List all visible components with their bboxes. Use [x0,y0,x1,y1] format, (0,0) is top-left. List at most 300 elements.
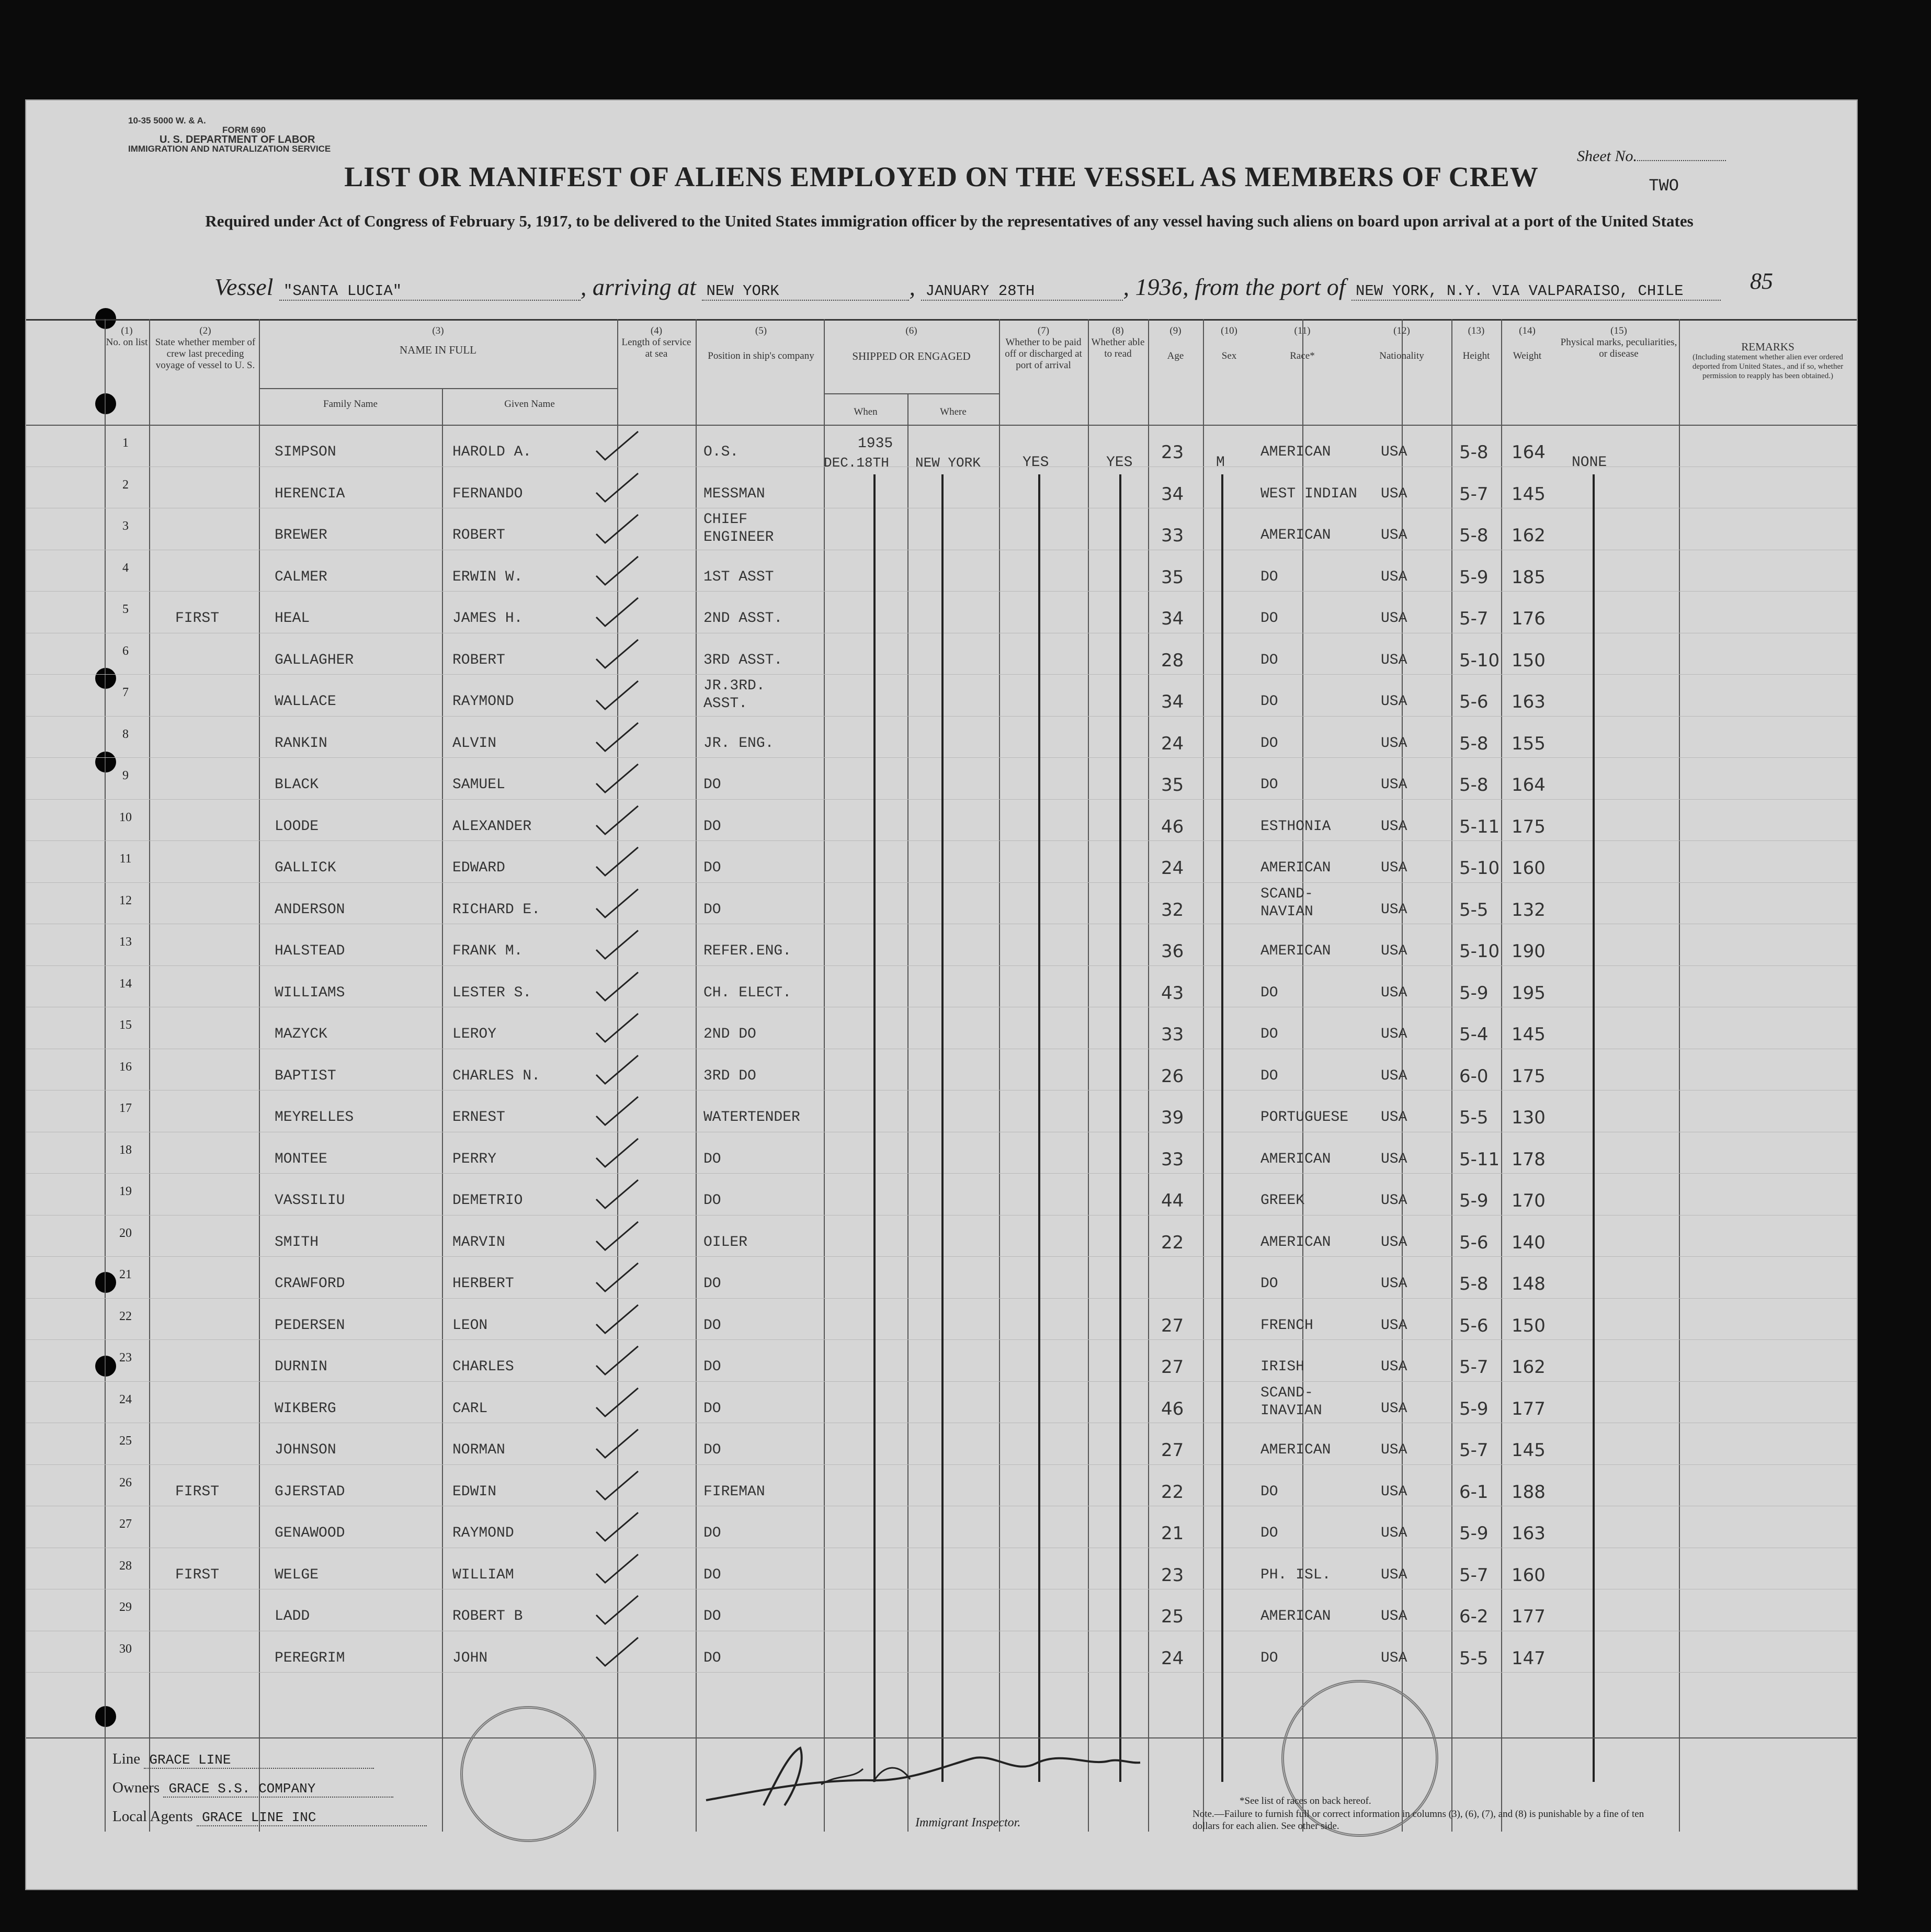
row-number: 12 [119,893,132,907]
col8-number: (8) [1112,325,1124,336]
penalty-note: Note.—Failure to furnish full or correct information in columns (3), (6), (7), and (8) is punishable by a fine of ten dollars for each alien. See other side. [1192,1809,1644,1832]
given-name-cell: CHARLES [452,1359,514,1375]
family-name-cell: VASSILIU [275,1192,345,1209]
weight-cell: 160 [1512,1564,1546,1586]
checkmark-icon [594,968,641,1005]
family-name-cell: RANKIN [275,735,327,752]
height-cell: 5-8 [1459,1274,1489,1294]
inspector-signature [701,1743,1145,1816]
col13-number: (13) [1468,325,1485,336]
checkmark-icon [594,1176,641,1212]
paid-off-value: YES [1023,454,1049,471]
nationality-cell: USA [1381,1192,1407,1209]
nationality-cell: USA [1381,1566,1407,1583]
given-name-cell: LEON [452,1317,488,1334]
nationality-cell: USA [1381,1151,1407,1167]
column-divider [442,388,443,1832]
checkmark-icon [594,1508,641,1545]
family-name-cell: SIMPSON [275,444,336,460]
age-cell: 27 [1161,1440,1184,1461]
weight-cell: 162 [1512,1357,1546,1378]
given-name-cell: ROBERT B [452,1608,523,1624]
row-number: 4 [122,561,129,575]
from-port: NEW YORK, N.Y. VIA VALPARAISO, CHILE [1351,282,1721,301]
column-divider [105,319,106,1832]
col6-label: SHIPPED OR ENGAGED [852,350,971,362]
age-cell: 25 [1161,1606,1184,1627]
from-label: , from the port of [1183,274,1346,300]
race-cell: ESTHONIA [1260,818,1331,835]
official-seal-stamp [460,1706,596,1842]
col11-header [1255,325,1349,362]
given-name-cell: CHARLES N. [452,1067,541,1084]
physical-marks-value: NONE [1572,454,1607,471]
family-name-cell: WELGE [275,1566,319,1583]
column-divider [1203,319,1204,1832]
weight-cell: 162 [1512,525,1546,546]
column-divider [999,319,1000,1832]
nationality-cell: USA [1381,1483,1407,1500]
race-cell: AMERICAN [1260,860,1331,876]
row-number: 18 [119,1143,132,1157]
race-cell: DO [1260,610,1278,627]
family-name-cell: HALSTEAD [275,943,345,959]
height-cell: 6-0 [1459,1065,1489,1087]
vessel-line: Vessel "SANTA LUCIA" , arriving at NEW YORK , JANUARY 28TH , 1936, from the port of NEW YORK, N.Y. VIA VALPARAISO, CHILE [214,273,1721,301]
position-cell: 3RD DO [703,1067,756,1084]
position-cell: DO [703,1400,721,1417]
row-number: 21 [119,1268,132,1281]
footer-rule [26,1737,1857,1738]
shipped-where: NEW YORK [915,455,981,471]
checkmark-icon [594,1301,641,1337]
row-number: 14 [119,976,132,991]
height-cell: 5-9 [1459,1523,1489,1544]
ditto-mark [1119,474,1121,1782]
row-number: 8 [122,727,129,741]
given-name-cell: NORMAN [452,1442,505,1458]
age-cell: 26 [1161,1065,1184,1087]
height-cell: 5-5 [1459,899,1489,920]
column-divider [1501,319,1502,1832]
col15-label: Physical marks, peculiarities, or disease [1560,337,1677,359]
previous-voyage-cell: FIRST [175,1566,220,1583]
age-cell: 33 [1161,525,1184,546]
row-number: 5 [122,603,129,616]
height-cell: 5-8 [1459,733,1489,754]
col4-number: (4) [650,325,663,336]
weight-cell: 175 [1512,1065,1546,1087]
weight-cell: 145 [1512,483,1546,505]
height-cell: 6-2 [1459,1606,1489,1627]
nationality-cell: USA [1381,1608,1407,1624]
race-cell: AMERICAN [1260,527,1331,543]
checkmark-icon [594,1425,641,1462]
height-cell: 5-10 [1459,941,1500,962]
age-cell: 32 [1161,899,1184,920]
checkmark-icon [594,1467,641,1504]
position-cell: DO [703,1276,721,1292]
department: U. S. DEPARTMENT OF LABOR [160,134,315,145]
height-cell: 5-9 [1459,566,1489,588]
age-cell: 21 [1161,1523,1184,1544]
nationality-cell: USA [1381,901,1407,918]
age-cell: 36 [1161,941,1184,962]
checkmark-icon [594,1009,641,1046]
col7-label: Whether to be paid off or discharged at port of arrival [1005,337,1082,371]
col4-header [617,325,696,360]
previous-voyage-cell: FIRST [175,1483,220,1500]
height-cell: 5-6 [1459,1315,1489,1336]
race-cell: AMERICAN [1260,1442,1331,1458]
checkmark-icon [594,926,641,963]
weight-cell: 195 [1512,982,1546,1004]
height-cell: 5-7 [1459,1440,1489,1461]
owners-label: Owners [112,1779,160,1796]
line-value: GRACE LINE [144,1752,374,1769]
checkmark-icon [594,802,641,838]
race-cell: SCAND- INAVIAN [1260,1384,1322,1419]
height-cell: 5-5 [1459,1107,1489,1128]
race-cell: GREEK [1260,1192,1305,1209]
race-cell: AMERICAN [1260,1151,1331,1167]
given-name-cell: WILLIAM [452,1566,514,1583]
position-cell: DO [703,1192,721,1209]
height-cell: 5-8 [1459,525,1489,546]
given-name-cell: RICHARD E. [452,901,541,918]
column-divider [907,393,908,1832]
position-cell: OILER [703,1234,748,1251]
race-cell: AMERICAN [1260,1234,1331,1251]
checkmark-icon [594,1384,641,1420]
remarks-sublabel: (Including statement whether alien ever ordered deported from United States., and if so, whether permission to reapply has been obtained.) [1692,353,1844,380]
form-number: FORM 690 [222,125,266,135]
height-cell: 5-6 [1459,1232,1489,1253]
family-name-cell: GALLAGHER [275,652,354,668]
height-cell: 5-11 [1459,1149,1500,1170]
race-cell: SCAND- NAVIAN [1260,885,1313,920]
given-name-cell: ERWIN W. [452,569,523,585]
family-name-cell: MEYRELLES [275,1109,354,1126]
row-number: 2 [122,478,129,492]
age-cell: 35 [1161,775,1184,795]
col1-number: (1) [121,325,133,336]
col5-header [698,325,824,362]
row-number: 23 [119,1351,132,1365]
col3-number: (3) [432,325,444,336]
nationality-cell: USA [1381,818,1407,835]
col5-number: (5) [755,325,767,336]
checkmark-icon [594,1342,641,1379]
family-name-cell: HERENCIA [275,485,345,502]
row-number: 7 [122,686,129,699]
nationality-cell: USA [1381,610,1407,627]
nationality-cell: USA [1381,1359,1407,1375]
given-name-cell: SAMUEL [452,777,505,793]
row-number: 20 [119,1226,132,1240]
nationality-cell: USA [1381,860,1407,876]
race-cell: PORTUGUESE [1260,1109,1349,1126]
given-name-cell: RAYMOND [452,694,514,710]
given-name-cell: DEMETRIO [452,1192,523,1209]
height-cell: 5-5 [1459,1647,1489,1669]
race-cell: PH. ISL. [1260,1566,1331,1583]
age-cell: 35 [1161,566,1184,588]
race-cell: AMERICAN [1260,444,1331,460]
arrival-date: JANUARY 28TH [921,282,1123,301]
position-cell: 3RD ASST. [703,652,783,668]
given-name-cell: FRANK M. [452,943,523,959]
family-name-cell: CALMER [275,569,327,585]
checkmark-icon [594,1550,641,1587]
age-cell: 27 [1161,1357,1184,1378]
checkmark-icon [594,843,641,880]
family-name-cell: LOODE [275,818,319,835]
service: IMMIGRATION AND NATURALIZATION SERVICE [128,144,331,154]
given-name-cell: CARL [452,1400,488,1417]
weight-cell: 148 [1512,1274,1546,1294]
column-divider [1679,319,1680,1832]
family-name-cell: GJERSTAD [275,1483,345,1500]
nationality-cell: USA [1381,984,1407,1001]
race-cell: FRENCH [1260,1317,1313,1334]
nationality-cell: USA [1381,735,1407,752]
row-number: 13 [119,935,132,949]
nationality-cell: USA [1381,1400,1407,1417]
given-name-cell: EDWIN [452,1483,497,1500]
nationality-cell: USA [1381,1650,1407,1666]
position-cell: DO [703,860,721,876]
height-cell: 5-6 [1459,691,1489,712]
race-cell: DO [1260,777,1278,793]
form-header [128,116,331,154]
col13-label: Height [1462,350,1490,361]
shipped-when: DEC.18TH [824,455,889,471]
col12-header [1349,325,1454,362]
col14-header [1501,325,1553,362]
col9-number: (9) [1169,325,1182,336]
nationality-cell: USA [1381,652,1407,668]
weight-cell: 147 [1512,1647,1546,1669]
family-name-cell: WALLACE [275,694,336,710]
nationality-cell: USA [1381,527,1407,543]
col2-label: State whether member of crew last preceding voyage of vessel to U. S. [155,337,256,371]
ditto-mark [1038,474,1040,1782]
page-number: 85 [1750,268,1773,294]
line-label: Line [112,1751,141,1767]
agents-field [112,1808,427,1826]
position-cell: DO [703,1359,721,1375]
col3-label: NAME IN FULL [400,344,476,356]
position-cell: DO [703,777,721,793]
height-cell: 5-8 [1459,775,1489,795]
family-name-cell: HEAL [275,610,310,627]
position-cell: 1ST ASST [703,569,774,585]
nationality-cell: USA [1381,1442,1407,1458]
row-number: 28 [119,1559,132,1573]
family-name-cell: BAPTIST [275,1067,336,1084]
checkmark-icon [594,1051,641,1088]
position-cell: DO [703,1151,721,1167]
header-rule [26,319,1857,321]
ditto-mark [873,474,876,1782]
manifest-sheet [25,99,1858,1890]
position-cell: DO [703,1608,721,1624]
family-name-cell: PEREGRIM [275,1650,345,1666]
position-cell: DO [703,1566,721,1583]
column-divider [1451,319,1452,1832]
row-number: 3 [122,519,129,533]
family-name-cell: PEDERSEN [275,1317,345,1334]
page-subtitle: Required under Act of Congress of February 5, 1917, to be delivered to the United States immigration officer by the representatives of any vessel having such aliens on board upon arrival at a port of the United States [205,212,1694,230]
position-cell: WATERTENDER [703,1109,800,1126]
family-name-cell: SMITH [275,1234,319,1251]
col3-header [259,325,617,356]
position-cell: FIREMAN [703,1483,765,1500]
weight-cell: 155 [1512,733,1546,754]
position-cell: 2ND ASST. [703,610,783,627]
row-number: 25 [119,1434,132,1448]
height-cell: 5-10 [1459,650,1500,671]
position-cell: DO [703,1525,721,1541]
col10-number: (10) [1221,325,1237,336]
height-cell: 5-10 [1459,858,1500,879]
position-cell: DO [703,818,721,835]
race-cell: DO [1260,984,1278,1001]
agents-value: GRACE LINE INC [197,1810,427,1826]
given-name-cell: MARVIN [452,1234,505,1251]
race-cell: DO [1260,1483,1278,1500]
given-name-cell: LESTER S. [452,984,532,1001]
column-divider [149,319,150,1832]
position-cell: DO [703,1442,721,1458]
checkmark-icon [594,1218,641,1254]
checkmark-icon [594,1093,641,1129]
ditto-mark [941,474,944,1782]
height-cell: 5-7 [1459,1564,1489,1586]
inspector-label: Immigrant Inspector. [915,1816,1021,1829]
checkmark-icon [594,719,641,755]
checkmark-icon [594,469,641,506]
able-to-read-value: YES [1106,454,1133,471]
col14-label: Weight [1513,350,1542,361]
given-name-cell: RAYMOND [452,1525,514,1541]
weight-cell: 163 [1512,691,1546,712]
checkmark-icon [594,1134,641,1171]
height-cell: 5-9 [1459,1190,1489,1211]
col11-label: Race* [1290,350,1315,361]
col7-header [999,325,1088,371]
col12-number: (12) [1393,325,1410,336]
row-number: 11 [119,852,132,866]
nationality-cell: USA [1381,444,1407,460]
age-cell: 24 [1161,733,1184,754]
given-name-cell: LEROY [452,1026,497,1042]
weight-cell: 130 [1512,1107,1546,1128]
height-cell: 5-4 [1459,1024,1489,1045]
age-cell: 27 [1161,1315,1184,1336]
given-name-cell: JAMES H. [452,610,523,627]
weight-cell: 188 [1512,1481,1546,1503]
column-divider [1302,319,1303,1832]
col14-number: (14) [1519,325,1536,336]
col1-header [105,325,149,348]
height-cell: 5-9 [1459,982,1489,1004]
sheet-label: Sheet No. [1577,147,1637,165]
nationality-cell: USA [1381,485,1407,502]
nationality-cell: USA [1381,777,1407,793]
col1-label: No. on list [106,337,148,348]
height-cell: 5-7 [1459,608,1489,629]
height-cell: 5-9 [1459,1398,1489,1419]
position-cell: JR.3RD. ASST. [703,678,765,712]
ditto-mark [1593,474,1595,1782]
given-name-cell: ALVIN [452,735,497,752]
vessel-label: Vessel [214,274,274,300]
ditto-mark [1221,474,1223,1782]
weight-cell: 164 [1512,775,1546,795]
owners-field [112,1779,393,1798]
position-cell: DO [703,901,721,918]
age-cell: 33 [1161,1149,1184,1170]
col15-number: (15) [1610,325,1627,336]
nationality-cell: USA [1381,943,1407,959]
family-name-cell: BREWER [275,527,327,543]
height-cell: 5-11 [1459,816,1500,837]
row-number: 17 [119,1101,132,1115]
position-cell: MESSMAN [703,485,765,502]
race-cell: DO [1260,694,1278,710]
race-cell: DO [1260,652,1278,668]
weight-cell: 145 [1512,1024,1546,1045]
weight-cell: 177 [1512,1606,1546,1627]
name-subheader-rule [259,388,617,389]
position-cell: DO [703,1317,721,1334]
row-number: 24 [119,1392,132,1406]
checkmark-icon [594,552,641,589]
col13-header [1451,325,1501,362]
position-cell: 2ND DO [703,1026,756,1042]
family-name-cell: BLACK [275,777,319,793]
age-cell: 34 [1161,691,1184,712]
row-number: 27 [119,1517,132,1531]
family-name-cell: LADD [275,1608,310,1624]
col6-header [824,325,999,362]
checkmark-icon [594,1259,641,1295]
weight-cell: 132 [1512,899,1546,920]
age-cell: 28 [1161,650,1184,671]
family-name-cell: JOHNSON [275,1442,336,1458]
race-cell: AMERICAN [1260,1608,1331,1624]
age-cell: 22 [1161,1232,1184,1253]
given-name-cell: ERNEST [452,1109,505,1126]
age-cell: 46 [1161,816,1184,837]
position-cell: JR. ENG. [703,735,774,752]
age-cell: 23 [1161,1564,1184,1586]
remarks-label: REMARKS [1741,340,1794,353]
nationality-cell: USA [1381,1276,1407,1292]
family-name-cell: GALLICK [275,860,336,876]
weight-cell: 140 [1512,1232,1546,1253]
row-number: 10 [119,810,132,824]
punch-hole [95,393,116,414]
agents-label: Local Agents [112,1808,193,1825]
checkmark-icon [594,1633,641,1670]
checkmark-icon [594,677,641,713]
race-cell: DO [1260,1276,1278,1292]
nationality-cell: USA [1381,1525,1407,1541]
col2-header [152,325,259,371]
